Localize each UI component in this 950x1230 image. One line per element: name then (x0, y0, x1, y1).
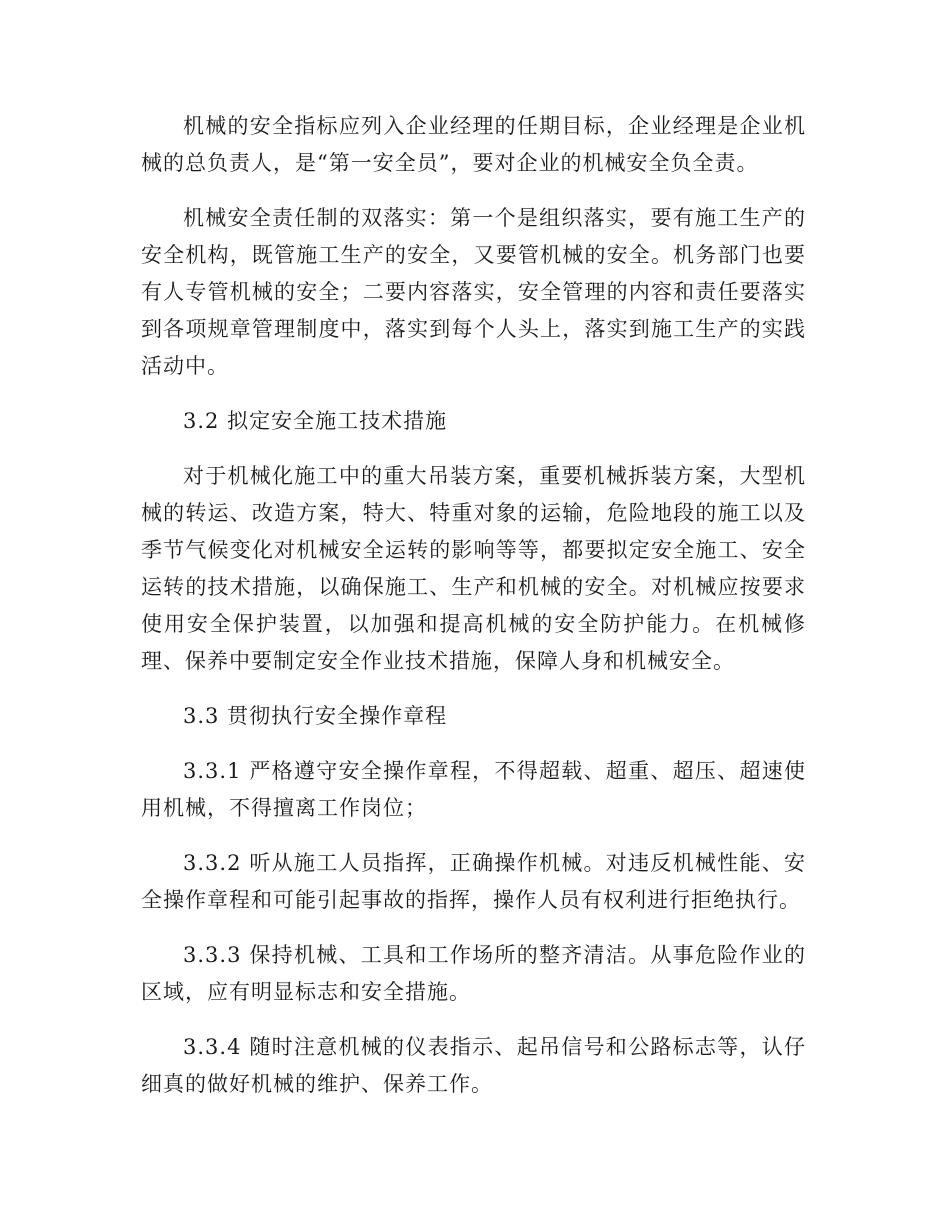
paragraph-double-implementation: 机械安全责任制的双落实：第一个是组织落实，要有施工生产的安全机构，既管施工生产的安全，又要管机械的安全。机务部门也要有人专管机械的安全；二要内容落实，安全管理的内容和责任要落实到各项规章管理制度中，落实到每个人头上，落实到施工生产的实践活动中。 (141, 206, 806, 378)
paragraph-manager-responsibility: 机械的安全指标应列入企业经理的任期目标，企业经理是企业机械的总负责人，是“第一安全员”，要对企业的机械安全负全责。 (141, 114, 806, 175)
paragraph-3-3-4: 3.3.4 随时注意机械的仪表指示、起吊信号和公路标志等，认仔细真的做好机械的维护、保养工作。 (141, 1035, 806, 1096)
paragraph-3-3-3: 3.3.3 保持机械、工具和工作场所的整齐清洁。从事危险作业的区域，应有明显标志和安全措施。 (141, 943, 806, 1004)
document-page (141, 108, 806, 1121)
paragraph-3-3-2: 3.3.2 听从施工人员指挥，正确操作机械。对违反机械性能、安全操作章程和可能引起事故的指挥，操作人员有权利进行拒绝执行。 (141, 851, 806, 912)
paragraph-safety-measures: 对于机械化施工中的重大吊装方案，重要机械拆装方案，大型机械的转运、改造方案，特大、特重对象的运输，危险地段的施工以及季节气候变化对机械安全运转的影响等等，都要拟定安全施工、安全运转的技术措施，以确保施工、生产和机械的安全。对机械应按要求使用安全保护装置，以加强和提高机械的安全防护能力。在机械修理、保养中要制定安全作业技术措施，保障人身和机械安全。 (141, 464, 806, 673)
paragraph-3-3-1: 3.3.1 严格遵守安全操作章程，不得超载、超重、超压、超速使用机械，不得擅离工作岗位； (141, 759, 806, 820)
section-heading-3-3: 3.3 贯彻执行安全操作章程 (183, 704, 448, 728)
section-heading-3-2: 3.2 拟定安全施工技术措施 (183, 409, 448, 433)
